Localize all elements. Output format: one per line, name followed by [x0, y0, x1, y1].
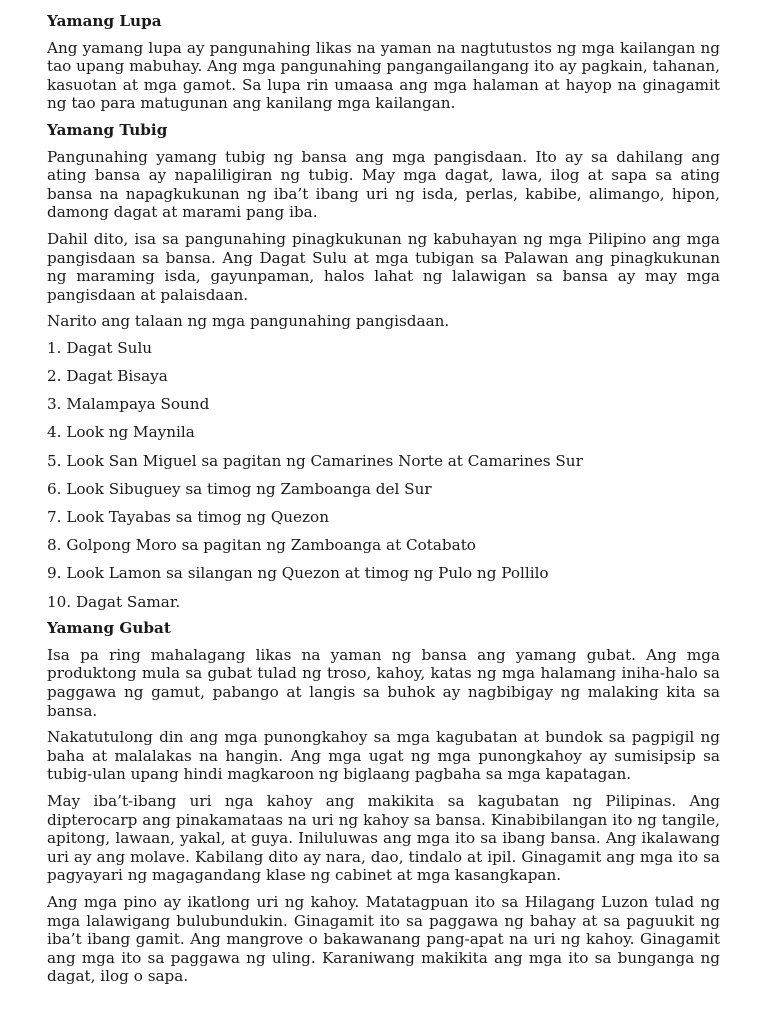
paragraph: Dahil dito, isa sa pangunahing pinagkukunan ng kabuhayan ng mga Pilipino ang mga pangisdaan sa bansa. Ang Dagat Sulu at mga tubigan sa Palawan ang pinagkukunan ng maraming isda, gayunpaman, halos lahat ng lalawigan sa bansa ay may mga pangisdaan at palaisdaan.	[47, 229, 720, 304]
list-item: 5. Look San Miguel sa pagitan ng Camarines Norte at Camarines Sur	[47, 451, 583, 470]
paragraph: Narito ang talaan ng mga pangunahing pangisdaan.	[47, 312, 450, 331]
list-item: 9. Look Lamon sa silangan ng Quezon at timog ng Pulo ng Pollilo	[47, 564, 549, 583]
list-item: 10. Dagat Samar.	[47, 592, 181, 611]
paragraph: May iba’t-ibang uri nga kahoy ang makikita sa kagubatan ng Pilipinas. Ang dipterocarp ang pinakamataas na uri ng kahoy sa bansa. Kinabibilangan ito ng tangile, apitong, lawaan, yakal, at guya. Iniluluwas ang mga ito sa ibang bansa. Ang ikalawang uri ay ang molave. Kabilang dito ay nara, dao, tindalo at ipil. Ginagamit ang mga ito sa pagyayari ng magagandang klase ng cabinet at mga kasangkapan.	[47, 791, 720, 885]
document-page	[47, 12, 720, 994]
section-heading-yamang-tubig: Yamang Tubig	[47, 120, 168, 139]
paragraph: Ang mga pino ay ikatlong uri ng kahoy. Matatagpuan ito sa Hilagang Luzon tulad ng mga lalawigang bulubundukin. Ginagamit ito sa paggawa ng bahay at sa paguukit ng iba’t ibang gamit. Ang mangrove o bakawanang pang-apat na uri ng kahoy. Ginagamit ang mga ito sa paggawa ng uling. Karaniwang makikita ang mga ito sa bunganga ng dagat, ilog o sapa.	[47, 892, 720, 986]
list-item: 7. Look Tayabas sa timog ng Quezon	[47, 508, 329, 527]
paragraph: Pangunahing yamang tubig ng bansa ang mga pangisdaan. Ito ay sa dahilang ang ating bansa ay napaliligiran ng tubig. May mga dagat, lawa, ilog at sapa sa ating bansa na napagkukunan ng iba’t ibang uri ng isda, perlas, kabibe, alimango, hipon, damong dagat at marami pang iba.	[47, 147, 720, 222]
paragraph: Nakatutulong din ang mga punongkahoy sa mga kagubatan at bundok sa pagpigil ng baha at malalakas na hangin. Ang mga ugat ng mga punongkahoy ay sumisipsip sa tubig-ulan upang hindi magkaroon ng biglaang pagbaha sa mga kapatagan.	[47, 728, 720, 784]
list-item: 2. Dagat Bisaya	[47, 367, 168, 386]
section-heading-yamang-gubat: Yamang Gubat	[47, 619, 171, 638]
list-item: 8. Golpong Moro sa pagitan ng Zamboanga at Cotabato	[47, 536, 476, 555]
list-item: 6. Look Sibuguey sa timog ng Zamboanga del Sur	[47, 479, 432, 498]
paragraph: Isa pa ring mahalagang likas na yaman ng bansa ang yamang gubat. Ang mga produktong mula sa gubat tulad ng troso, kahoy, katas ng mga halamang iniha-halo sa paggawa ng gamut, pabango at langis sa buhok ay nagbibigay ng malaking kita sa bansa.	[47, 645, 720, 720]
section-heading-yamang-lupa: Yamang Lupa	[47, 12, 162, 30]
list-item: 3. Malampaya Sound	[47, 395, 210, 414]
paragraph: Ang yamang lupa ay pangunahing likas na yaman na nagtutustos ng mga kailangan ng tao upang mabuhay. Ang mga pangunahing pangangailangang ito ay pagkain, tahanan, kasuotan at mga gamot. Sa lupa rin umaasa ang mga halaman at hayop na ginagamit ng tao para matugunan ang kanilang mga kailangan.	[47, 38, 720, 113]
list-item: 1. Dagat Sulu	[47, 338, 153, 357]
list-item: 4. Look ng Maynila	[47, 423, 195, 442]
fishing-grounds-list	[47, 339, 720, 611]
